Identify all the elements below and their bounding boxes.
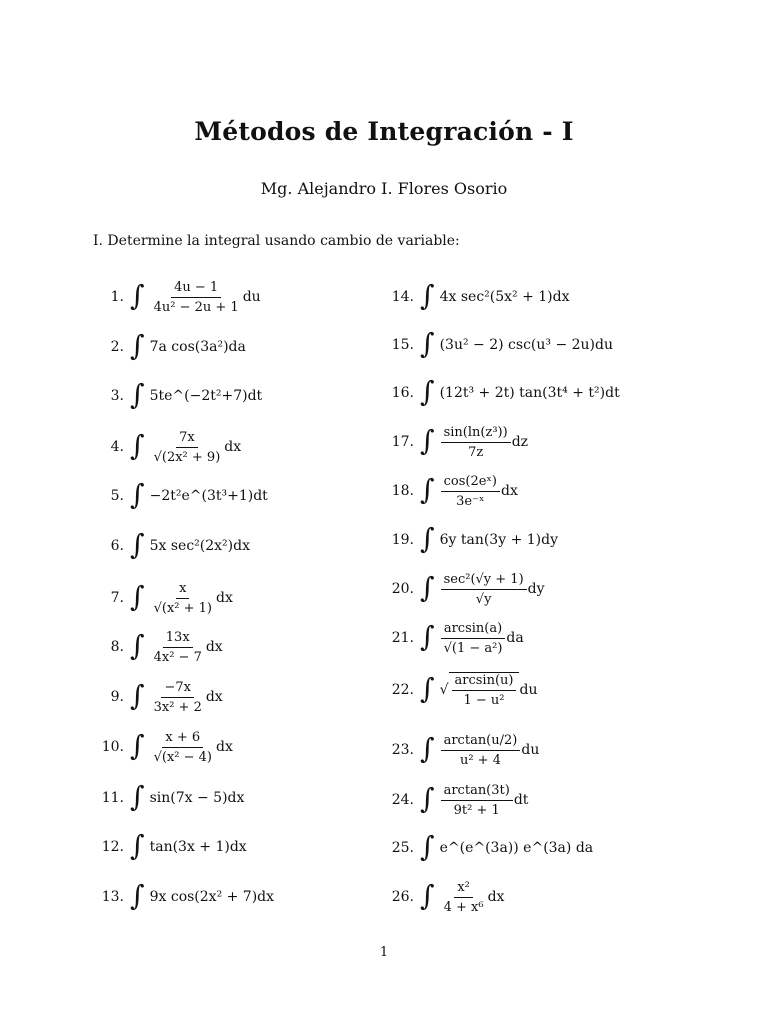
integrand bbox=[150, 339, 246, 355]
problem-number: 14. bbox=[391, 289, 414, 305]
integrand bbox=[150, 388, 263, 404]
integrand-expression: 5x sec²(2x²)dx bbox=[149, 538, 250, 554]
fraction-numerator: cos(2eˣ) bbox=[441, 474, 500, 492]
integrand bbox=[150, 430, 242, 465]
integral-sign: ∫ bbox=[420, 424, 435, 457]
fraction bbox=[441, 425, 511, 460]
integrand bbox=[150, 488, 268, 504]
integral-sign: ∫ bbox=[420, 672, 435, 705]
fraction-denominator: 4u² − 2u + 1 bbox=[153, 299, 239, 315]
integral-sign: ∫ bbox=[420, 327, 435, 360]
fraction-numerator: 4u − 1 bbox=[171, 280, 221, 298]
integrand bbox=[150, 680, 223, 715]
problem-number: 10. bbox=[101, 739, 124, 755]
integral-problem bbox=[98, 425, 241, 469]
integrand-expression: 5te^(−2t²+7)dt bbox=[149, 388, 263, 404]
problem-number: 1. bbox=[110, 289, 124, 305]
integrand bbox=[440, 385, 620, 401]
integral-problem bbox=[388, 875, 504, 919]
problem-number: 13. bbox=[101, 889, 124, 905]
integrand-expression: −2t²e^(3t³+1)dt bbox=[149, 488, 268, 504]
integral-problem bbox=[98, 675, 223, 719]
differential: da bbox=[506, 630, 524, 646]
integral-sign: ∫ bbox=[420, 522, 435, 555]
problem-number: 17. bbox=[391, 434, 414, 450]
integral-problem bbox=[98, 825, 247, 869]
problem-number: 23. bbox=[391, 742, 414, 758]
integrand bbox=[440, 621, 524, 656]
fraction-denominator: 4x² − 7 bbox=[153, 649, 202, 665]
fraction-denominator: 3e⁻ˣ bbox=[456, 493, 485, 509]
integrand bbox=[440, 289, 570, 305]
integral-problem bbox=[388, 323, 613, 367]
integral-sign: ∫ bbox=[130, 780, 145, 813]
integral-problem bbox=[388, 420, 528, 464]
integral-problem bbox=[388, 668, 537, 712]
page-title: Métodos de Integración - I bbox=[194, 117, 574, 146]
fraction bbox=[151, 430, 224, 465]
root-body bbox=[449, 672, 520, 708]
instruction-text: I. Determine la integral usando cambio de variable: bbox=[93, 233, 460, 249]
integrand bbox=[150, 790, 245, 806]
integral-sign: ∫ bbox=[420, 782, 435, 815]
integral-problem bbox=[98, 725, 233, 769]
fraction-numerator: x + 6 bbox=[162, 730, 203, 748]
integral-problem bbox=[388, 275, 570, 319]
fraction-numerator: −7x bbox=[161, 680, 194, 698]
page-number: 1 bbox=[379, 945, 389, 960]
fraction bbox=[151, 280, 242, 315]
problem-number: 3. bbox=[110, 388, 124, 404]
differential: dx bbox=[501, 483, 518, 499]
integral-sign: ∫ bbox=[130, 629, 145, 662]
differential: dz bbox=[511, 434, 529, 450]
integral-problem bbox=[388, 616, 524, 660]
integral-problem bbox=[98, 625, 223, 669]
fraction bbox=[441, 880, 487, 915]
integrand-expression: 4x sec²(5x² + 1)dx bbox=[439, 289, 570, 305]
fraction-numerator: arctan(u/2) bbox=[441, 733, 521, 751]
problem-number: 16. bbox=[391, 385, 414, 401]
problem-number: 8. bbox=[110, 639, 124, 655]
fraction-numerator: x² bbox=[454, 880, 473, 898]
fraction-numerator: x bbox=[176, 581, 189, 599]
integrand bbox=[150, 630, 223, 665]
integral-sign: ∫ bbox=[420, 571, 435, 604]
integrand bbox=[440, 783, 529, 818]
integrand bbox=[440, 672, 538, 708]
differential: du bbox=[242, 289, 261, 305]
integral-problem bbox=[388, 567, 545, 611]
integral-problem bbox=[388, 371, 620, 415]
integral-sign: ∫ bbox=[130, 580, 145, 613]
problem-number: 5. bbox=[110, 488, 124, 504]
integrand bbox=[440, 733, 540, 768]
fraction-denominator: √(1 − a²) bbox=[443, 640, 503, 656]
integrand bbox=[440, 337, 613, 353]
fraction-numerator: sec²(√y + 1) bbox=[441, 572, 527, 590]
problem-number: 9. bbox=[110, 689, 124, 705]
problem-number: 11. bbox=[101, 790, 124, 806]
author-line: Mg. Alejandro I. Flores Osorio bbox=[260, 179, 508, 198]
integral-problem bbox=[388, 518, 558, 562]
fraction bbox=[441, 474, 500, 509]
fraction bbox=[441, 783, 513, 818]
integral-sign: ∫ bbox=[420, 375, 435, 408]
differential: dy bbox=[527, 581, 545, 597]
fraction-numerator: sin(ln(z³)) bbox=[441, 425, 511, 443]
integral-problem bbox=[388, 469, 518, 513]
fraction bbox=[151, 730, 215, 765]
fraction-denominator: 1 − u² bbox=[463, 693, 505, 708]
fraction bbox=[441, 572, 527, 607]
integral-problem bbox=[98, 875, 274, 919]
integrand-expression: 9x cos(2x² + 7)dx bbox=[149, 889, 275, 905]
fraction bbox=[441, 733, 521, 768]
integral-sign: ∫ bbox=[420, 279, 435, 312]
problem-number: 20. bbox=[391, 581, 414, 597]
differential: dt bbox=[513, 792, 529, 808]
integral-problem bbox=[98, 275, 261, 319]
integral-sign: ∫ bbox=[420, 620, 435, 653]
integrand bbox=[150, 581, 233, 616]
fraction bbox=[441, 621, 506, 656]
integral-sign: ∫ bbox=[130, 329, 145, 362]
problem-number: 2. bbox=[110, 339, 124, 355]
integrand bbox=[150, 280, 261, 315]
integrand bbox=[440, 474, 518, 509]
integrand-expression: (12t³ + 2t) tan(3t⁴ + t²)dt bbox=[439, 385, 620, 401]
problem-number: 26. bbox=[391, 889, 414, 905]
integral-sign: ∫ bbox=[130, 829, 145, 862]
differential: dx bbox=[487, 889, 505, 905]
integral-sign: ∫ bbox=[130, 879, 145, 912]
integrand bbox=[150, 730, 233, 765]
integrand bbox=[150, 839, 247, 855]
integral-sign: ∫ bbox=[420, 732, 435, 765]
fraction bbox=[151, 581, 215, 616]
fraction-denominator: √(2x² + 9) bbox=[153, 449, 221, 465]
integrand bbox=[440, 572, 545, 607]
integral-sign: ∫ bbox=[130, 429, 145, 462]
integrand bbox=[440, 840, 594, 856]
integrand bbox=[150, 538, 250, 554]
fraction-numerator: 7x bbox=[176, 430, 198, 448]
integral-problem bbox=[98, 374, 262, 418]
integrand bbox=[440, 880, 505, 915]
integral-sign: ∫ bbox=[420, 879, 435, 912]
integrand-expression: tan(3x + 1)dx bbox=[149, 839, 247, 855]
problem-number: 15. bbox=[391, 337, 414, 353]
integrand bbox=[440, 532, 558, 548]
problem-number: 7. bbox=[110, 590, 124, 606]
problem-number: 21. bbox=[391, 630, 414, 646]
integrand bbox=[150, 889, 274, 905]
integral-sign: ∫ bbox=[130, 478, 145, 511]
integral-sign: ∫ bbox=[130, 378, 145, 411]
integral-problem bbox=[98, 776, 244, 820]
fraction bbox=[151, 680, 205, 715]
problem-number: 4. bbox=[110, 439, 124, 455]
problem-number: 24. bbox=[391, 792, 414, 808]
integral-problem bbox=[388, 778, 528, 822]
fraction-denominator: √y bbox=[475, 591, 492, 607]
problem-number: 12. bbox=[101, 839, 124, 855]
integrand-expression: 7a cos(3a²)da bbox=[149, 339, 246, 355]
problem-number: 18. bbox=[391, 483, 414, 499]
fraction-denominator: 4 + x⁶ bbox=[443, 899, 484, 915]
fraction-numerator: arcsin(u) bbox=[452, 673, 517, 691]
problem-number: 22. bbox=[391, 682, 414, 698]
integral-sign: ∫ bbox=[420, 473, 435, 506]
fraction-denominator: u² + 4 bbox=[459, 752, 501, 768]
integrand-expression: 6y tan(3y + 1)dy bbox=[439, 532, 558, 548]
fraction-numerator: arcsin(a) bbox=[441, 621, 505, 639]
integrand bbox=[440, 425, 528, 460]
root-sign: √ bbox=[439, 682, 449, 698]
fraction-denominator: 3x² + 2 bbox=[153, 699, 202, 715]
differential: du bbox=[521, 742, 540, 758]
differential: dx bbox=[205, 689, 223, 705]
differential: dx bbox=[224, 439, 242, 455]
integral-sign: ∫ bbox=[130, 528, 145, 561]
integral-problem bbox=[98, 524, 250, 568]
integral-problem bbox=[388, 728, 539, 772]
integral-sign: ∫ bbox=[130, 279, 145, 312]
integral-problem bbox=[98, 576, 233, 620]
integrand-expression: sin(7x − 5)dx bbox=[149, 790, 245, 806]
differential: dx bbox=[205, 639, 223, 655]
integral-sign: ∫ bbox=[130, 679, 145, 712]
fraction-numerator: 13x bbox=[163, 630, 193, 648]
integral-sign: ∫ bbox=[420, 830, 435, 863]
fraction bbox=[452, 673, 517, 708]
problem-number: 19. bbox=[391, 532, 414, 548]
fraction bbox=[151, 630, 205, 665]
fraction-denominator: 7z bbox=[468, 444, 484, 460]
integral-problem bbox=[98, 325, 246, 369]
integral-problem bbox=[98, 474, 268, 518]
differential: du bbox=[519, 682, 538, 698]
integrand-expression: e^(e^(3a)) e^(3a) da bbox=[439, 840, 594, 856]
integral-sign: ∫ bbox=[130, 729, 145, 762]
fraction-denominator: 9t² + 1 bbox=[453, 802, 500, 818]
fraction-denominator: √(x² − 4) bbox=[153, 749, 212, 765]
differential: dx bbox=[216, 590, 233, 606]
problem-number: 25. bbox=[391, 840, 414, 856]
problem-number: 6. bbox=[110, 538, 124, 554]
differential: dx bbox=[216, 739, 233, 755]
fraction-numerator: arctan(3t) bbox=[441, 783, 513, 801]
fraction-denominator: √(x² + 1) bbox=[153, 600, 212, 616]
integral-problem bbox=[388, 826, 593, 870]
integrand-expression: (3u² − 2) csc(u³ − 2u)du bbox=[439, 337, 613, 353]
